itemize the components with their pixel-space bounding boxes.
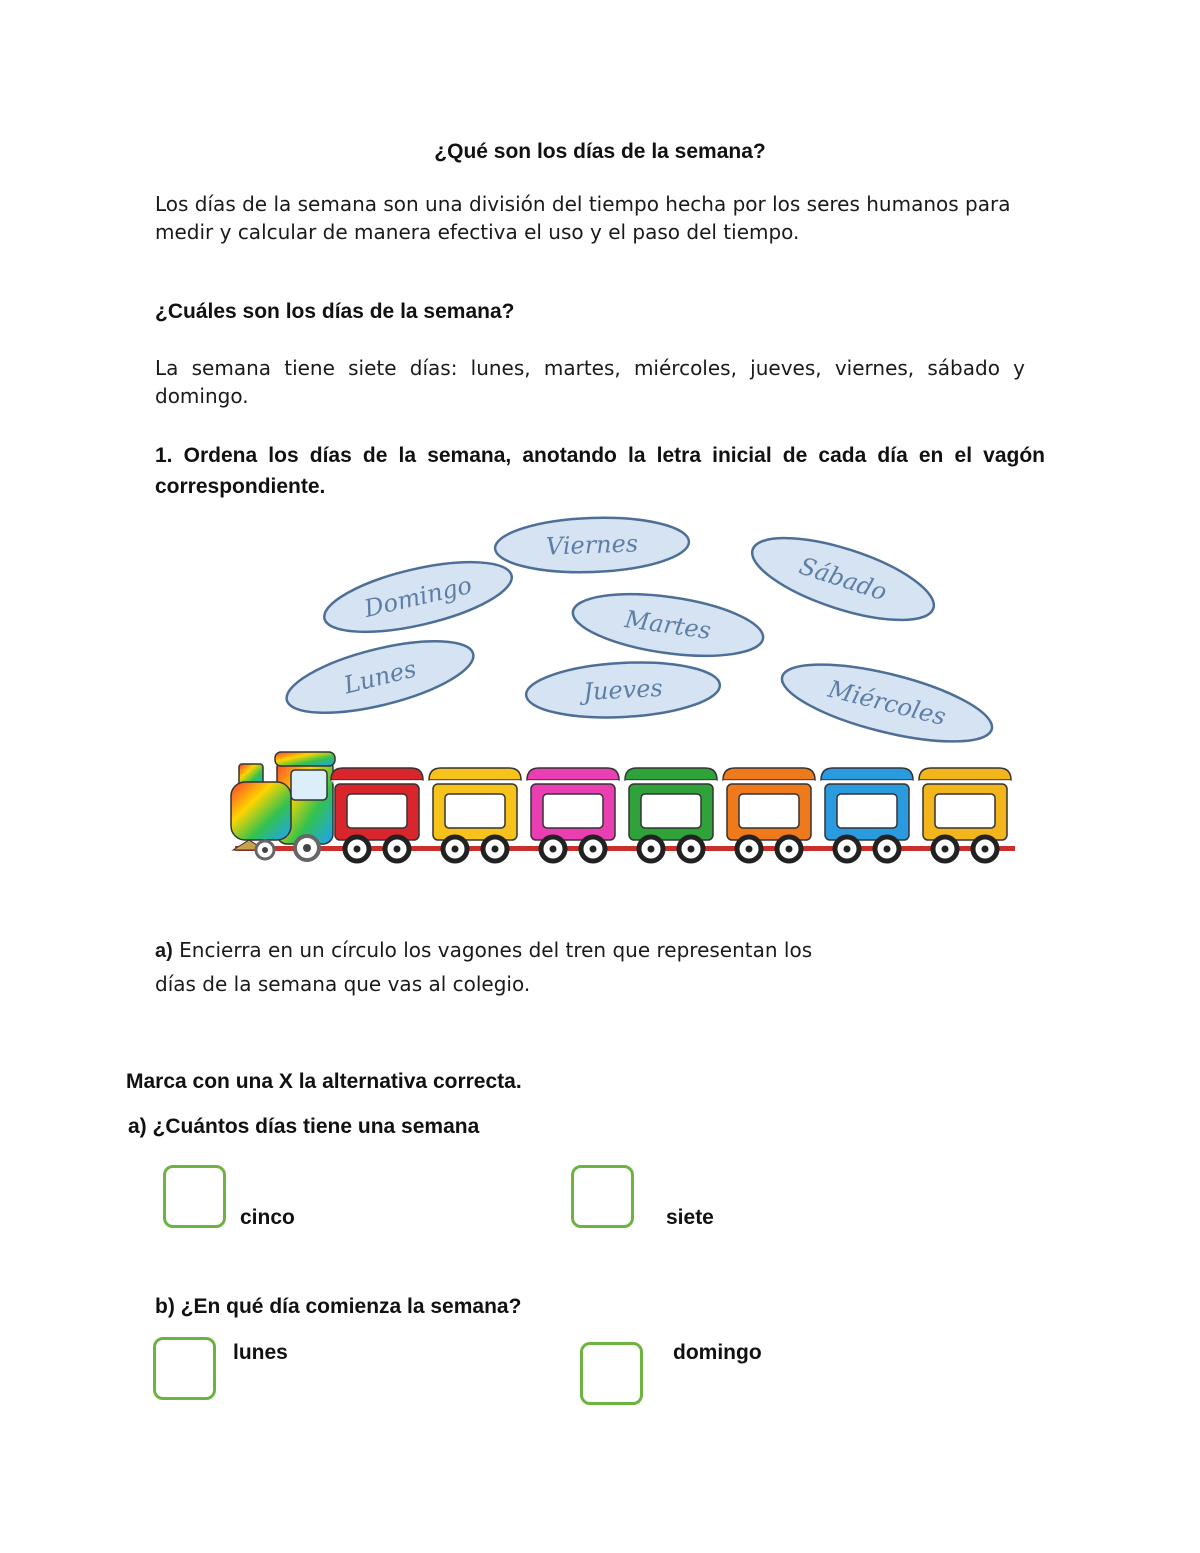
day-bubble-martes [569, 584, 767, 666]
question-a: a) ¿Cuántos días tiene una semana [128, 1115, 480, 1138]
day-label-viernes: Viernes [545, 529, 639, 561]
checkbox-siete[interactable] [571, 1165, 634, 1228]
day-bubble-jueves [525, 658, 722, 722]
days-paragraph: La semana tiene siete días: lunes, martes, miércoles, jueves, viernes, sábado y domingo. [155, 356, 1025, 408]
day-label-lunes: Lunes [341, 654, 419, 700]
page-title: ¿Qué son los días de la semana? [434, 140, 766, 163]
task-a-instruction [155, 934, 955, 1001]
day-bubbles-illustration [0, 0, 1200, 760]
day-bubble-lunes [280, 627, 480, 728]
day-label-domingo: Domingo [361, 571, 475, 623]
intro-paragraph: Los días de la semana son una división del tiempo hecha por los seres humanos para medir y calcular de manera efectiva el uso y el paso del tiempo. [155, 192, 1011, 244]
day-bubble-viernes [494, 515, 690, 576]
option-domingo-label: domingo [673, 1341, 762, 1364]
question-b: b) ¿En qué día comienza la semana? [155, 1295, 522, 1318]
day-label-miercoles: Miércoles [825, 674, 949, 732]
task-1-instruction: 1. Ordena los días de la semana, anotando la letra inicial de cada día en el vagón correspondiente. [155, 444, 1045, 498]
locomotive [231, 752, 335, 860]
day-label-sabado: Sábado [795, 551, 891, 607]
task-a-text-line1: Encierra en un círculo los vagones del tren que representan los [179, 938, 813, 962]
checkbox-cinco[interactable] [163, 1165, 226, 1228]
task-a-label: a) [155, 940, 173, 962]
option-siete-label: siete [666, 1206, 714, 1229]
day-label-martes: Martes [623, 605, 713, 645]
option-cinco-label: cinco [240, 1206, 295, 1229]
train-illustration [225, 740, 1025, 870]
day-bubble-sabado [743, 521, 942, 637]
day-label-jueves: Jueves [582, 673, 664, 707]
section-subtitle: ¿Cuáles son los días de la semana? [155, 300, 515, 323]
task-a-text-line2: días de la semana que vas al colegio. [155, 972, 531, 996]
day-bubble-domingo [318, 548, 518, 646]
checkbox-domingo[interactable] [580, 1342, 643, 1405]
option-lunes-label: lunes [233, 1341, 288, 1364]
checkbox-lunes[interactable] [153, 1337, 216, 1400]
multiple-choice-title: Marca con una X la alternativa correcta. [126, 1070, 522, 1093]
